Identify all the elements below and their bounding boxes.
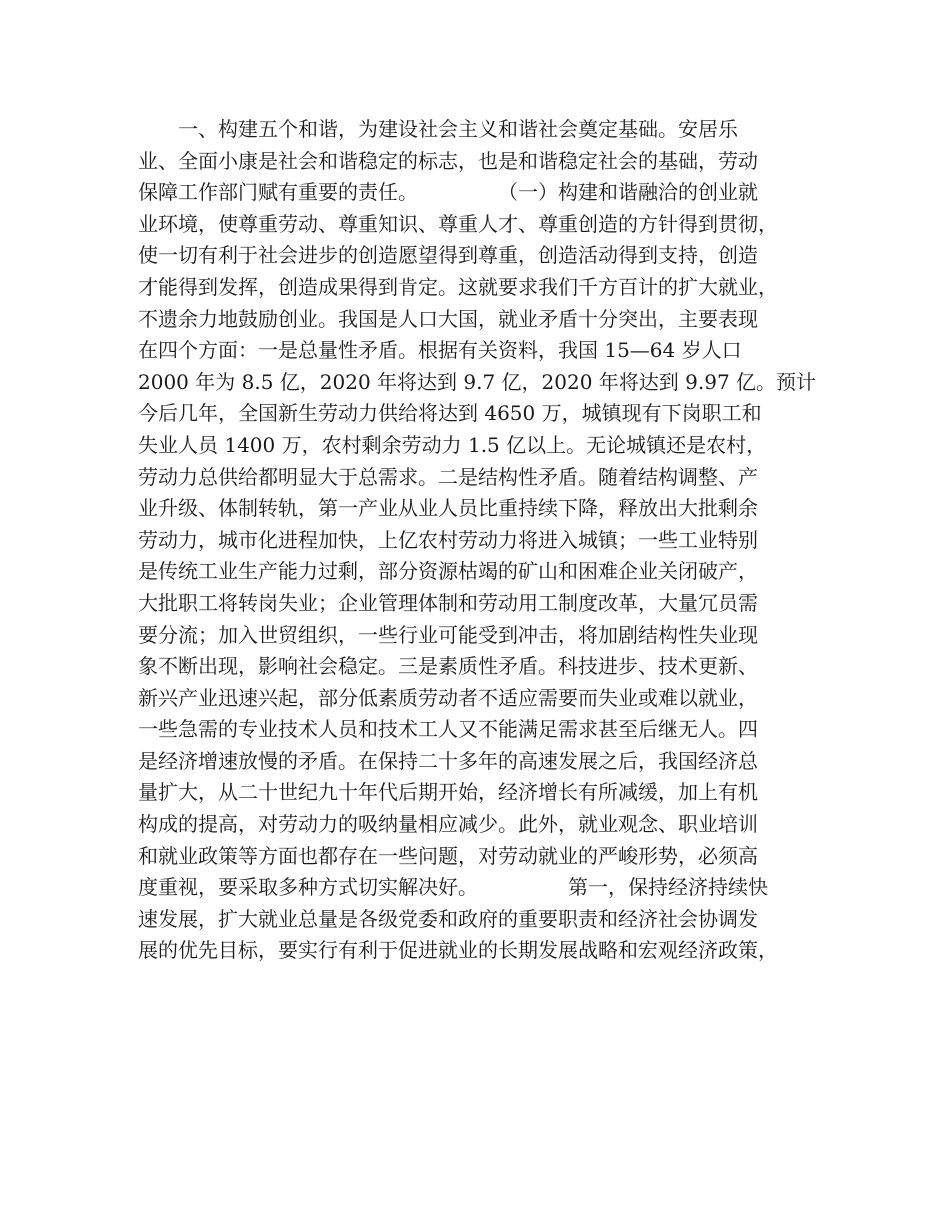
text-line: 2000 年为 8.5 亿，2020 年将达到 9.7 亿，2020 年将达到 9.97 亿。预计 [138, 369, 817, 394]
text-line: 业环境，使尊重劳动、尊重知识、尊重人才、尊重创造的方针得到贯彻， [138, 211, 778, 236]
text-line: 在四个方面：一是总量性矛盾。根据有关资料，我国 15—64 岁人口 [138, 338, 742, 363]
text-line: 劳动力，城市化进程加快，上亿农村劳动力将进入城镇；一些工业特别 [138, 527, 758, 552]
text-line: 劳动力总供给都明显大于总需求。二是结构性矛盾。随着结构调整、产 [138, 464, 758, 489]
text-line: 新兴产业迅速兴起，部分低素质劳动者不适应需要而失业或难以就业， [138, 685, 758, 710]
text-line: 量扩大，从二十世纪九十年代后期开始，经济增长有所减缓，加上有机 [138, 780, 758, 805]
text-line: 展的优先目标，要实行有利于促进就业的长期发展战略和宏观经济政策， [138, 938, 778, 963]
text-line: 使一切有利于社会进步的创造愿望得到尊重，创造活动得到支持，创造 [138, 243, 758, 268]
text-line: 速发展，扩大就业总量是各级党委和政府的重要职责和经济社会协调发 [138, 906, 758, 931]
text-line: 和就业政策等方面也都存在一些问题，对劳动就业的严峻形势，必须高 [138, 843, 758, 868]
text-line: 一些急需的专业技术人员和技术工人又不能满足需求甚至后继无人。四 [138, 717, 758, 742]
text-line: 一、构建五个和谐，为建设社会主义和谐社会奠定基础。安居乐 [138, 117, 738, 141]
text-line: 象不断出现，影响社会稳定。三是素质性矛盾。科技进步、技术更新、 [138, 654, 758, 679]
text-line: 业、全面小康是社会和谐稳定的标志，也是和谐稳定社会的基础，劳动 [138, 148, 758, 173]
text-line: 今后几年，全国新生劳动力供给将达到 4650 万，城镇现有下岗职工和 [138, 401, 762, 426]
text-line: 是传统工业生产能力过剩，部分资源枯竭的矿山和困难企业关闭破产， [138, 559, 758, 584]
text-line: 业升级、体制转轨，第一产业从业人员比重持续下降，释放出大批剩余 [138, 496, 758, 521]
text-line: 度重视，要采取多种方式切实解决好。 第一，保持经济持续快 [138, 875, 768, 900]
text-line: 不遗余力地鼓励创业。我国是人口大国，就业矛盾十分突出，主要表现 [138, 306, 758, 331]
text-line: 保障工作部门赋有重要的责任。 （一）构建和谐融洽的创业就 [138, 180, 758, 205]
text-line: 才能得到发挥，创造成果得到肯定。这就要求我们千方百计的扩大就业， [138, 274, 778, 299]
text-line: 要分流；加入世贸组织，一些行业可能受到冲击，将加剧结构性失业现 [138, 622, 758, 647]
text-line: 构成的提高，对劳动力的吸纳量相应减少。此外，就业观念、职业培训 [138, 812, 758, 837]
text-line: 失业人员 1400 万，农村剩余劳动力 1.5 亿以上。无论城镇还是农村， [138, 432, 767, 457]
text-line: 大批职工将转岗失业；企业管理体制和劳动用工制度改革，大量冗员需 [138, 590, 758, 615]
text-line: 是经济增速放慢的矛盾。在保持二十多年的高速发展之后，我国经济总 [138, 748, 758, 773]
body-paragraph [138, 114, 838, 967]
